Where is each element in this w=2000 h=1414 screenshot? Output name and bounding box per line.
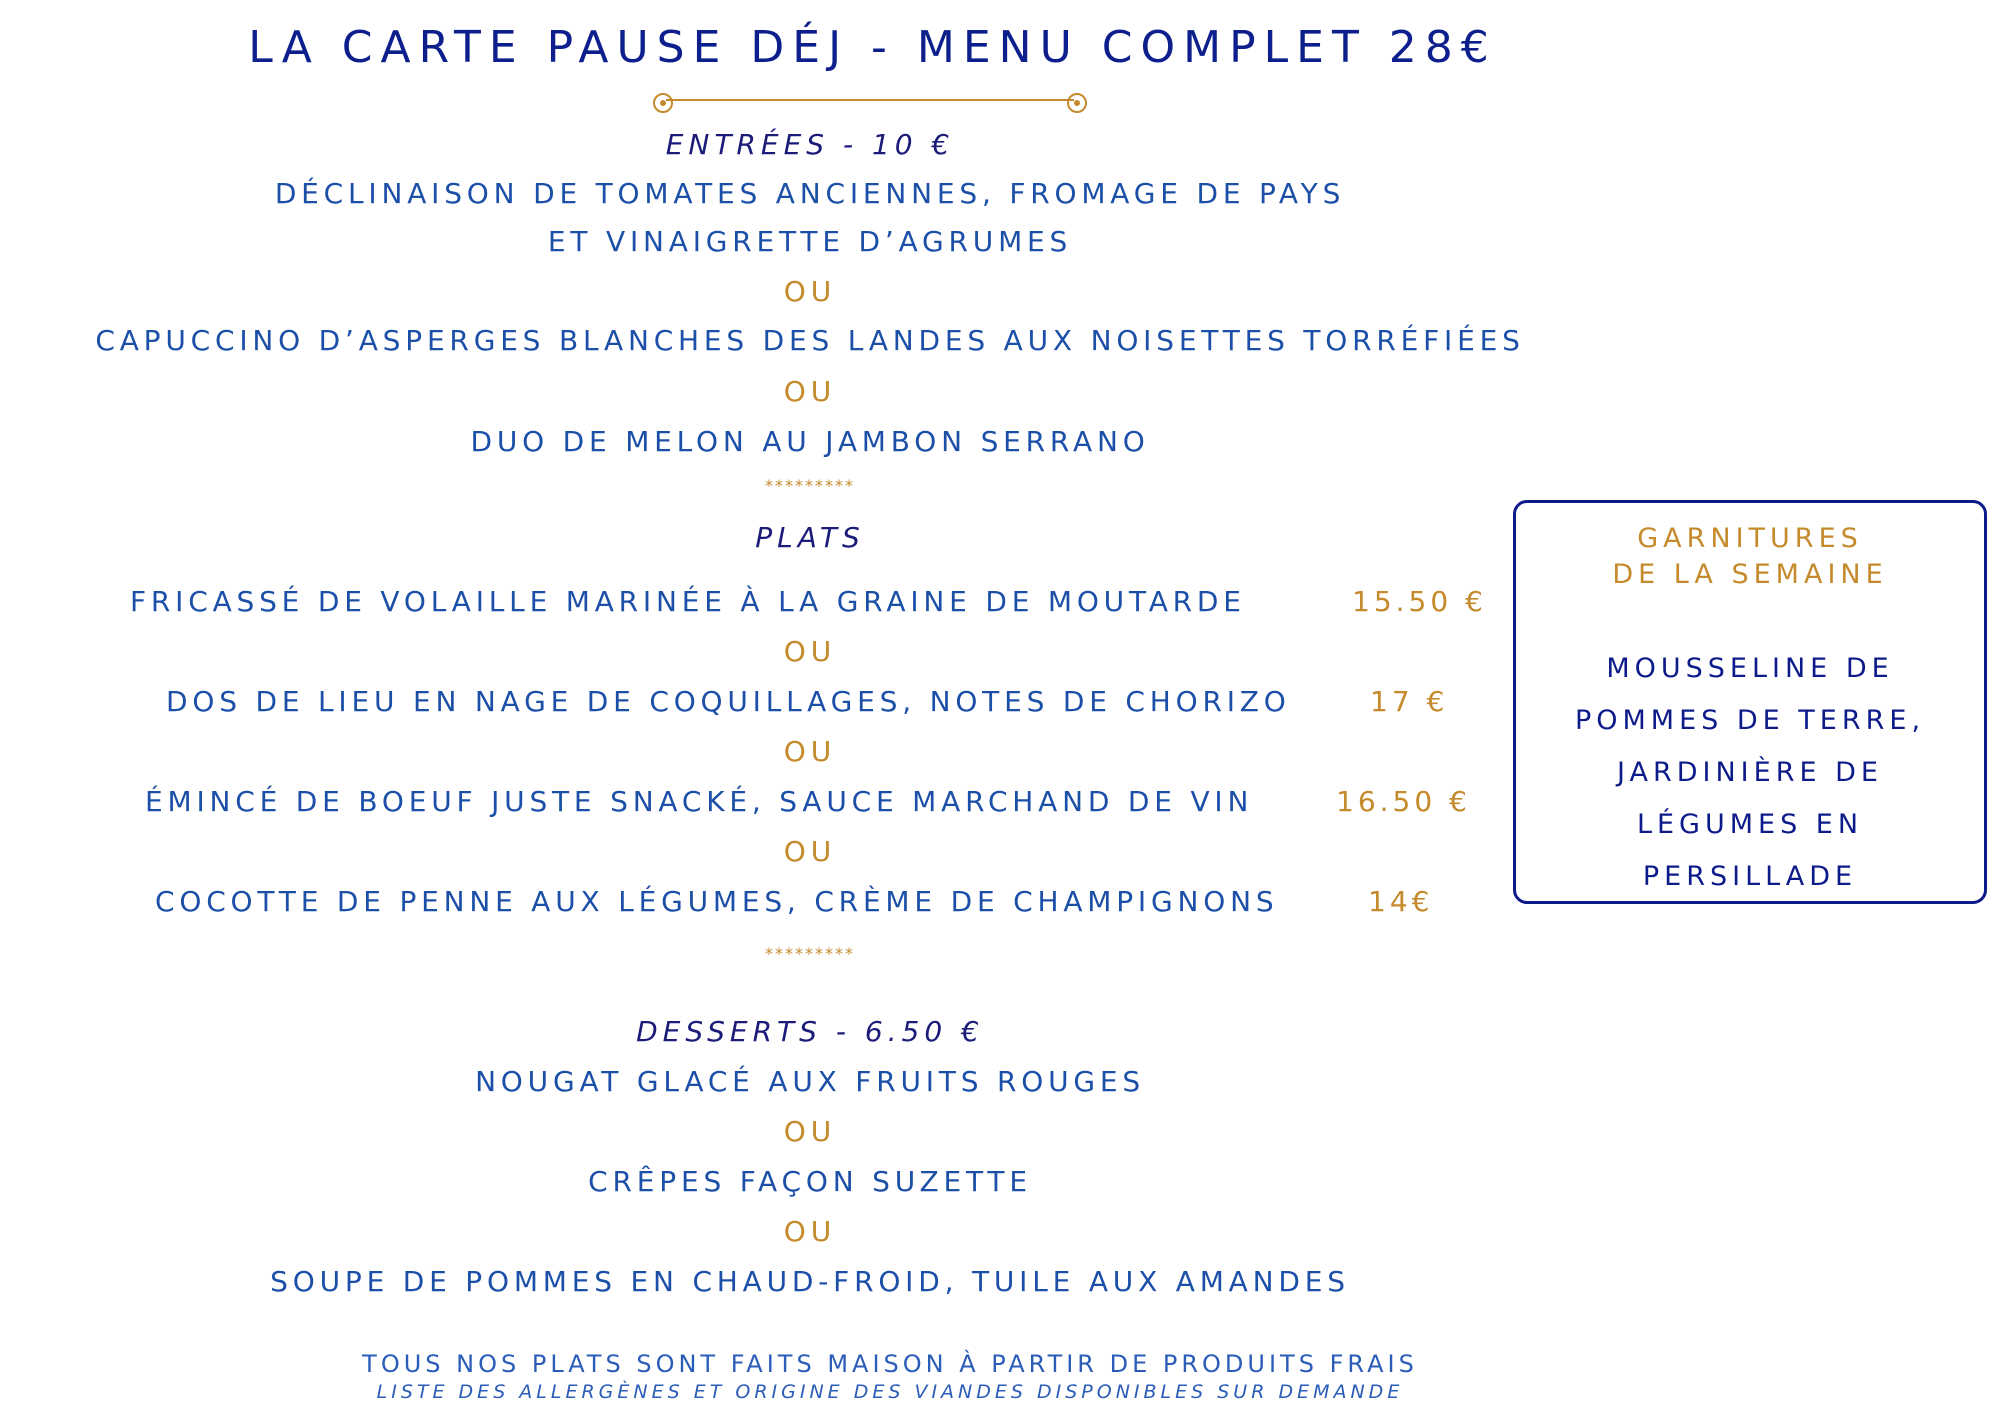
- garniture-line: PERSILLADE: [1642, 861, 1858, 892]
- plat-item: ÉMINCÉ DE BOEUF JUSTE SNACKÉ, SAUCE MARCHAND DE VIN: [145, 785, 1254, 818]
- plat-price: 16.50 €: [1336, 785, 1471, 818]
- section-heading-entrees: ENTRÉES - 10 €: [665, 128, 955, 161]
- section-heading-plats: PLATS: [755, 521, 865, 554]
- or-separator: OU: [783, 275, 837, 308]
- or-separator: OU: [783, 835, 837, 868]
- dessert-item: NOUGAT GLACÉ AUX FRUITS ROUGES: [475, 1065, 1145, 1098]
- garnitures-title: DE LA SEMAINE: [1612, 559, 1888, 590]
- plat-item: FRICASSÉ DE VOLAILLE MARINÉE À LA GRAINE DE MOUTARDE: [130, 585, 1246, 618]
- star-separator: *********: [765, 944, 855, 963]
- dessert-item: CRÊPES FAÇON SUZETTE: [588, 1165, 1032, 1198]
- section-heading-desserts: DESSERTS - 6.50 €: [636, 1015, 984, 1048]
- garnitures-title: GARNITURES: [1637, 523, 1863, 554]
- or-separator: OU: [783, 735, 837, 768]
- entree-item: ET VINAIGRETTE D’AGRUMES: [547, 225, 1073, 258]
- entree-item: DÉCLINAISON DE TOMATES ANCIENNES, FROMAGE DE PAYS: [274, 177, 1346, 210]
- or-separator: OU: [783, 375, 837, 408]
- dessert-item: SOUPE DE POMMES EN CHAUD-FROID, TUILE AUX AMANDES: [270, 1265, 1350, 1298]
- entree-item: DUO DE MELON AU JAMBON SERRANO: [470, 425, 1150, 458]
- garniture-line: JARDINIÈRE DE: [1617, 757, 1883, 788]
- or-separator: OU: [783, 1115, 837, 1148]
- footer-homemade-note: TOUS NOS PLATS SONT FAITS MAISON À PARTIR DE PRODUITS FRAIS: [362, 1350, 1418, 1378]
- plat-price: 17 €: [1370, 685, 1449, 718]
- plat-price: 15.50 €: [1352, 585, 1487, 618]
- garniture-line: LÉGUMES EN: [1636, 809, 1864, 840]
- footer-allergens-note: LISTE DES ALLERGÈNES ET ORIGINE DES VIANDES DISPONIBLES SUR DEMANDE: [376, 1381, 1404, 1403]
- plat-item: DOS DE LIEU EN NAGE DE COQUILLAGES, NOTES DE CHORIZO: [166, 685, 1291, 718]
- garniture-line: POMMES DE TERRE,: [1574, 705, 1926, 736]
- entree-item: CAPUCCINO D’ASPERGES BLANCHES DES LANDES AUX NOISETTES TORRÉFIÉES: [95, 324, 1525, 357]
- ornament-divider: [650, 88, 1090, 118]
- plat-price: 14€: [1368, 885, 1434, 918]
- garnitures-box: [1513, 500, 1987, 904]
- or-separator: OU: [783, 635, 837, 668]
- star-separator: *********: [765, 476, 855, 495]
- or-separator: OU: [783, 1215, 837, 1248]
- plat-item: COCOTTE DE PENNE AUX LÉGUMES, CRÈME DE CHAMPIGNONS: [155, 885, 1279, 918]
- garniture-line: MOUSSELINE DE: [1606, 653, 1894, 684]
- menu-title: LA CARTE PAUSE DÉJ - MENU COMPLET 28€: [248, 22, 1497, 73]
